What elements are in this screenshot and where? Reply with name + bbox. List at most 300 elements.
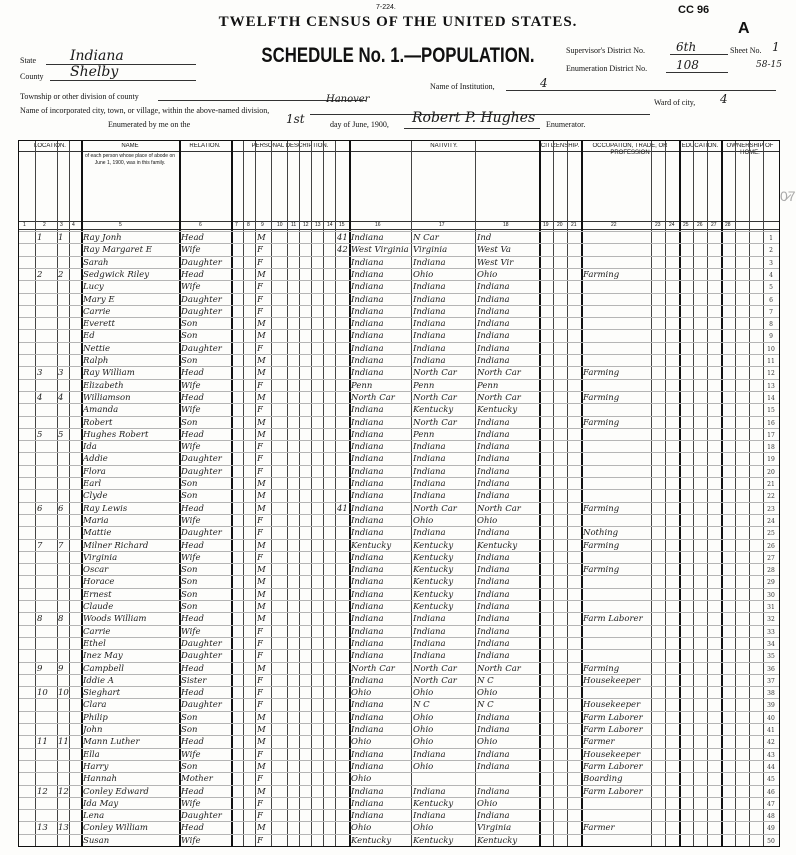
- dwelling-number: 10: [37, 688, 48, 699]
- line-number: 30: [767, 591, 775, 599]
- table-row: [19, 403, 779, 416]
- mother-birthplace-cell: Indiana: [477, 626, 510, 637]
- person-name: Ida May: [83, 798, 119, 809]
- occupation-cell: Farming: [583, 503, 620, 514]
- relation-cell: Head: [181, 368, 204, 379]
- father-birthplace-cell: Kentucky: [413, 835, 454, 846]
- relation-cell: Head: [181, 737, 204, 748]
- birthplace-cell: Ohio: [351, 774, 372, 785]
- relation-cell: Head: [181, 663, 204, 674]
- mother-birthplace-cell: Indiana: [477, 479, 510, 489]
- birthplace-cell: Indiana: [351, 269, 384, 280]
- name-subheader: of each person whose place of abode on June 1, 1900, was in this family.: [84, 153, 176, 166]
- column-number: 6: [199, 222, 202, 228]
- occupation-cell: Farming: [583, 392, 620, 403]
- occupation-header: OCCUPATION, TRADE, OR PROFESSION: [592, 143, 668, 156]
- line-number: 41: [767, 727, 775, 734]
- mother-birthplace-cell: West Vir: [477, 257, 514, 268]
- birthplace-cell: Indiana: [351, 712, 384, 723]
- sex-cell: M: [257, 577, 266, 588]
- person-name: Ray Margaret E: [83, 245, 152, 256]
- line-number: 26: [767, 542, 775, 550]
- sex-cell: M: [257, 823, 266, 834]
- mother-birthplace-cell: West Va: [477, 245, 511, 256]
- census-title: TWELFTH CENSUS OF THE UNITED STATES.: [218, 14, 578, 30]
- line-number: 46: [767, 788, 775, 796]
- relation-cell: Head: [181, 429, 204, 440]
- sex-cell: F: [257, 466, 263, 477]
- enumerated-label: Enumerated by me on the: [108, 120, 191, 129]
- schedule-title: SCHEDULE No. 1.—POPULATION.: [261, 44, 535, 67]
- person-name: Elizabeth: [83, 380, 124, 391]
- birthplace-cell: Indiana: [351, 466, 384, 477]
- county-underline: [50, 80, 196, 81]
- line-number: 5: [769, 284, 773, 292]
- sex-cell: M: [257, 761, 266, 772]
- birthplace-cell: Indiana: [351, 589, 384, 600]
- birthplace-cell: Indiana: [351, 798, 384, 809]
- mother-birthplace-cell: Indiana: [477, 294, 510, 305]
- column-number: 19: [543, 222, 549, 228]
- birthplace-cell: Indiana: [351, 786, 384, 797]
- mother-birthplace-cell: Indiana: [477, 552, 510, 563]
- sheet-label: Sheet No.: [730, 46, 762, 55]
- table-row: [19, 231, 779, 244]
- family-number: 7: [58, 540, 64, 551]
- sex-cell: F: [257, 454, 263, 465]
- column-number: 8: [247, 222, 250, 228]
- sex-cell: F: [257, 835, 263, 846]
- mother-birthplace-cell: Indiana: [477, 528, 510, 539]
- dwelling-number: 6: [37, 503, 43, 514]
- table-row: [19, 526, 779, 539]
- person-name: Horace: [83, 577, 115, 588]
- relation-cell: Wife: [181, 798, 201, 809]
- father-birthplace-cell: Kentucky: [413, 798, 454, 809]
- family-number: 2: [58, 269, 64, 280]
- table-row: [19, 366, 779, 379]
- institution-underline: [506, 90, 776, 91]
- line-number: 27: [767, 554, 775, 562]
- personal-header: PERSONAL DESCRIPTION.: [251, 143, 329, 149]
- sex-cell: F: [257, 675, 263, 686]
- father-birthplace-cell: Indiana: [413, 528, 446, 539]
- table-row: [19, 575, 779, 588]
- birthplace-cell: Indiana: [351, 405, 384, 416]
- state-underline: [46, 64, 196, 65]
- birthplace-cell: Indiana: [351, 368, 384, 379]
- enum-label: Enumeration District No.: [566, 64, 648, 73]
- column-number: 18: [503, 222, 509, 228]
- citizenship-header: CITIZENSHIP.: [540, 143, 580, 149]
- sex-cell: M: [257, 491, 266, 502]
- line-number: 31: [767, 604, 775, 611]
- column-number: 26: [697, 222, 703, 228]
- table-row: [19, 748, 779, 761]
- line-number: 44: [767, 763, 775, 771]
- birthplace-cell: Indiana: [351, 565, 384, 576]
- father-birthplace-cell: North Car: [413, 417, 457, 428]
- birthplace-cell: Indiana: [351, 503, 384, 514]
- mother-birthplace-cell: Ohio: [477, 515, 498, 526]
- mother-birthplace-cell: Kentucky: [477, 540, 518, 551]
- line-number: 40: [767, 714, 775, 722]
- table-row: [19, 723, 779, 736]
- column-number: 12: [303, 222, 309, 228]
- mother-birthplace-cell: Indiana: [477, 749, 510, 760]
- birthplace-cell: Indiana: [351, 626, 384, 637]
- relation-cell: Head: [181, 614, 204, 625]
- ward-value: 4: [720, 92, 728, 106]
- sex-cell: F: [257, 700, 263, 711]
- father-birthplace-cell: Ohio: [413, 737, 434, 748]
- relation-cell: Son: [181, 417, 198, 428]
- father-birthplace-cell: North Car: [413, 392, 457, 403]
- sex-cell: F: [257, 774, 263, 785]
- sex-cell: M: [257, 392, 266, 403]
- relation-cell: Sister: [181, 675, 207, 686]
- person-name: Philip: [83, 712, 108, 723]
- person-name: Sedgwick Riley: [83, 269, 150, 280]
- relation-cell: Head: [181, 823, 204, 834]
- sex-cell: F: [257, 651, 263, 662]
- table-row: [19, 772, 779, 785]
- relation-cell: Son: [181, 712, 198, 723]
- table-row: [19, 379, 779, 392]
- column-number: 7: [235, 222, 238, 228]
- occupation-cell: Farmer: [583, 737, 615, 748]
- line-number: 11: [767, 358, 775, 365]
- census-table: [18, 140, 780, 847]
- person-name: Ray Lewis: [83, 503, 128, 514]
- relation-cell: Son: [181, 356, 198, 366]
- mother-birthplace-cell: North Car: [477, 392, 521, 403]
- occupation-cell: Nothing: [583, 528, 619, 539]
- line-number: 7: [769, 308, 773, 316]
- sex-cell: M: [257, 479, 266, 489]
- sex-cell: M: [257, 540, 266, 551]
- mother-birthplace-cell: N C: [477, 700, 494, 711]
- father-birthplace-cell: Indiana: [413, 651, 446, 662]
- relation-cell: Head: [181, 269, 204, 280]
- dwelling-number: 3: [37, 368, 43, 379]
- table-row: [19, 452, 779, 465]
- sex-cell: M: [257, 565, 266, 576]
- enum-value: 108: [676, 58, 699, 72]
- father-birthplace-cell: Penn: [413, 380, 435, 391]
- supervisor-label: Supervisor's District No.: [566, 46, 645, 55]
- father-birthplace-cell: Ohio: [413, 823, 434, 834]
- birthplace-cell: Indiana: [351, 343, 384, 354]
- column-number: 24: [669, 222, 675, 228]
- column-number: 11: [291, 222, 297, 228]
- family-number: 10: [58, 688, 69, 699]
- birthplace-cell: Indiana: [351, 306, 384, 317]
- line-number: 2: [769, 247, 773, 255]
- mother-birthplace-cell: Indiana: [477, 319, 510, 330]
- occupation-cell: Farm Laborer: [583, 725, 643, 735]
- birthplace-cell: Indiana: [351, 257, 384, 268]
- birthplace-cell: West Virginia: [351, 245, 409, 256]
- occupation-cell: Farmer: [583, 823, 615, 834]
- relation-cell: Wife: [181, 245, 201, 256]
- mother-birthplace-cell: Indiana: [477, 442, 510, 453]
- age-cell: 41: [337, 233, 348, 243]
- father-birthplace-cell: North Car: [413, 675, 457, 686]
- person-name: Conley Edward: [83, 786, 149, 797]
- table-row: [19, 625, 779, 638]
- sex-cell: M: [257, 602, 266, 612]
- father-birthplace-cell: Indiana: [413, 282, 446, 293]
- line-number: 36: [767, 665, 775, 673]
- line-number: 49: [767, 825, 775, 833]
- column-number: 20: [557, 222, 563, 228]
- nativity-header: NATIVITY.: [430, 143, 458, 149]
- relation-cell: Son: [181, 319, 198, 330]
- table-row: [19, 785, 779, 798]
- father-birthplace-cell: Indiana: [413, 466, 446, 477]
- birthplace-cell: Indiana: [351, 749, 384, 760]
- birthplace-cell: Indiana: [351, 454, 384, 465]
- person-name: Mann Luther: [83, 737, 140, 748]
- relation-cell: Wife: [181, 552, 201, 563]
- family-number: 6: [58, 503, 64, 514]
- father-birthplace-cell: Indiana: [413, 294, 446, 305]
- table-row: [19, 329, 779, 342]
- column-number: 25: [683, 222, 689, 228]
- birthplace-cell: Indiana: [351, 356, 384, 366]
- sex-cell: M: [257, 417, 266, 428]
- sex-cell: F: [257, 343, 263, 354]
- sex-cell: F: [257, 528, 263, 539]
- supervisor-value: 6th: [676, 40, 697, 54]
- father-birthplace-cell: Indiana: [413, 811, 446, 822]
- dwelling-number: 1: [37, 233, 43, 243]
- name-header: NAME: [121, 143, 139, 149]
- line-number: 47: [767, 800, 775, 808]
- father-birthplace-cell: Ohio: [413, 712, 434, 723]
- person-name: Ray Jonh: [83, 233, 122, 243]
- father-birthplace-cell: North Car: [413, 663, 457, 674]
- table-row: [19, 649, 779, 662]
- father-birthplace-cell: Indiana: [413, 786, 446, 797]
- table-row: [19, 428, 779, 441]
- sex-cell: F: [257, 626, 263, 637]
- table-row: [19, 317, 779, 330]
- table-row: [19, 821, 779, 834]
- mother-birthplace-cell: Indiana: [477, 491, 510, 502]
- line-number: 32: [767, 616, 775, 624]
- person-name: Robert: [83, 417, 113, 428]
- mother-birthplace-cell: Indiana: [477, 589, 510, 600]
- father-birthplace-cell: Ohio: [413, 725, 434, 735]
- relation-cell: Son: [181, 589, 198, 600]
- relation-cell: Head: [181, 786, 204, 797]
- line-number: 28: [767, 567, 775, 575]
- person-name: Harry: [83, 761, 109, 772]
- person-name: Mattie: [83, 528, 112, 539]
- column-number: 3: [60, 222, 63, 228]
- person-name: Lena: [83, 811, 105, 822]
- table-row: [19, 342, 779, 355]
- occupation-cell: Farm Laborer: [583, 786, 643, 797]
- line-number: 23: [767, 505, 775, 513]
- sex-cell: M: [257, 614, 266, 625]
- relation-cell: Daughter: [181, 454, 222, 465]
- mother-birthplace-cell: Indiana: [477, 712, 510, 723]
- table-row: [19, 416, 779, 429]
- enumerator-value: Robert P. Hughes: [412, 110, 536, 126]
- table-row: [19, 588, 779, 601]
- column-number: 9: [261, 222, 264, 228]
- sex-cell: F: [257, 442, 263, 453]
- mother-birthplace-cell: Indiana: [477, 306, 510, 317]
- father-birthplace-cell: Kentucky: [413, 405, 454, 416]
- sex-cell: F: [257, 688, 263, 699]
- sex-cell: M: [257, 368, 266, 379]
- person-name: Oscar: [83, 565, 109, 576]
- column-number: 15: [339, 222, 345, 228]
- relation-cell: Son: [181, 577, 198, 588]
- sex-cell: M: [257, 725, 266, 735]
- birthplace-cell: Ohio: [351, 823, 372, 834]
- column-number: 17: [439, 222, 445, 228]
- supervisor-underline: [670, 54, 728, 55]
- relation-header: RELATION.: [189, 143, 221, 149]
- mother-birthplace-cell: Penn: [477, 380, 499, 391]
- sex-cell: F: [257, 552, 263, 563]
- sex-cell: M: [257, 269, 266, 280]
- father-birthplace-cell: Indiana: [413, 343, 446, 354]
- sex-cell: F: [257, 245, 263, 256]
- form-code: 7-224.: [376, 4, 396, 11]
- relation-cell: Daughter: [181, 700, 222, 711]
- birthplace-cell: North Car: [351, 392, 395, 403]
- person-name: Ralph: [83, 356, 109, 366]
- line-number: 38: [767, 690, 775, 698]
- state-value: Indiana: [70, 48, 124, 64]
- person-name: Flora: [83, 466, 106, 477]
- column-number: 4: [72, 222, 75, 228]
- birthplace-cell: Indiana: [351, 294, 384, 305]
- mother-birthplace-cell: North Car: [477, 368, 521, 379]
- table-row: [19, 256, 779, 269]
- person-name: Mary E: [83, 294, 115, 305]
- person-name: Hughes Robert: [83, 429, 149, 440]
- relation-cell: Son: [181, 725, 198, 735]
- relation-cell: Wife: [181, 835, 201, 846]
- sex-cell: F: [257, 405, 263, 416]
- birthplace-cell: Ohio: [351, 737, 372, 748]
- person-name: Hannah: [83, 774, 117, 785]
- mother-birthplace-cell: Indiana: [477, 725, 510, 735]
- sex-cell: F: [257, 282, 263, 293]
- person-name: Ray William: [83, 368, 135, 379]
- person-name: Conley William: [83, 823, 148, 834]
- mother-birthplace-cell: Indiana: [477, 565, 510, 576]
- father-birthplace-cell: Indiana: [413, 614, 446, 625]
- family-number: 1: [58, 233, 64, 243]
- table-row: [19, 477, 779, 490]
- relation-cell: Daughter: [181, 257, 222, 268]
- line-number: 21: [767, 481, 775, 488]
- column-number: 22: [611, 222, 617, 228]
- family-number: 13: [58, 823, 69, 834]
- table-row: [19, 502, 779, 515]
- father-birthplace-cell: North Car: [413, 503, 457, 514]
- column-number: 21: [571, 222, 577, 228]
- father-birthplace-cell: Kentucky: [413, 540, 454, 551]
- relation-cell: Son: [181, 491, 198, 502]
- township-label: Township or other division of county: [20, 92, 139, 101]
- mother-birthplace-cell: Indiana: [477, 651, 510, 662]
- person-name: Nettie: [83, 343, 111, 354]
- birthplace-cell: Indiana: [351, 811, 384, 822]
- relation-cell: Mother: [181, 774, 213, 785]
- county-label: County: [20, 72, 44, 81]
- relation-cell: Head: [181, 233, 204, 243]
- column-number: 10: [277, 222, 283, 228]
- location-header: LOCATION.: [34, 143, 66, 149]
- sex-cell: F: [257, 638, 263, 649]
- birthplace-cell: Indiana: [351, 761, 384, 772]
- occupation-cell: Farming: [583, 540, 620, 551]
- institution-label: Name of Institution,: [430, 82, 495, 91]
- father-birthplace-cell: Indiana: [413, 479, 446, 489]
- mother-birthplace-cell: Ind: [477, 233, 492, 243]
- mother-birthplace-cell: Indiana: [477, 282, 510, 293]
- occupation-cell: Housekeeper: [583, 675, 641, 686]
- father-birthplace-cell: N Car: [413, 233, 439, 243]
- relation-cell: Wife: [181, 749, 201, 760]
- person-name: Sieghart: [83, 688, 121, 699]
- line-number: 24: [767, 517, 775, 525]
- column-number: 23: [655, 222, 661, 228]
- birthplace-cell: Indiana: [351, 552, 384, 563]
- person-name: Earl: [83, 479, 102, 489]
- family-number: 8: [58, 614, 64, 625]
- person-name: Milner Richard: [83, 540, 149, 551]
- person-name: Woods William: [83, 614, 147, 625]
- father-birthplace-cell: Indiana: [413, 626, 446, 637]
- father-birthplace-cell: Indiana: [413, 749, 446, 760]
- table-row: [19, 612, 779, 625]
- person-name: Williamson: [83, 392, 131, 403]
- line-number: 18: [767, 444, 775, 452]
- table-row: [19, 551, 779, 564]
- family-number: 5: [58, 429, 64, 440]
- birthplace-cell: Ohio: [351, 688, 372, 699]
- birthplace-cell: Indiana: [351, 700, 384, 711]
- person-name: Amanda: [83, 405, 119, 416]
- sex-cell: M: [257, 233, 266, 243]
- birthplace-cell: Indiana: [351, 515, 384, 526]
- column-number: 27: [711, 222, 717, 228]
- table-row: [19, 305, 779, 318]
- mother-birthplace-cell: Indiana: [477, 343, 510, 354]
- person-name: John: [83, 725, 103, 735]
- column-number: 14: [327, 222, 333, 228]
- margin-mark: 0̷7: [780, 188, 796, 204]
- person-name: Campbell: [83, 663, 124, 674]
- ownership-header: OWNERSHIP OF HOME.: [726, 143, 774, 156]
- mother-birthplace-cell: Ohio: [477, 737, 498, 748]
- table-row: [19, 391, 779, 404]
- table-row: [19, 280, 779, 293]
- birthplace-cell: Indiana: [351, 725, 384, 735]
- mother-birthplace-cell: Indiana: [477, 786, 510, 797]
- line-number: 29: [767, 579, 775, 587]
